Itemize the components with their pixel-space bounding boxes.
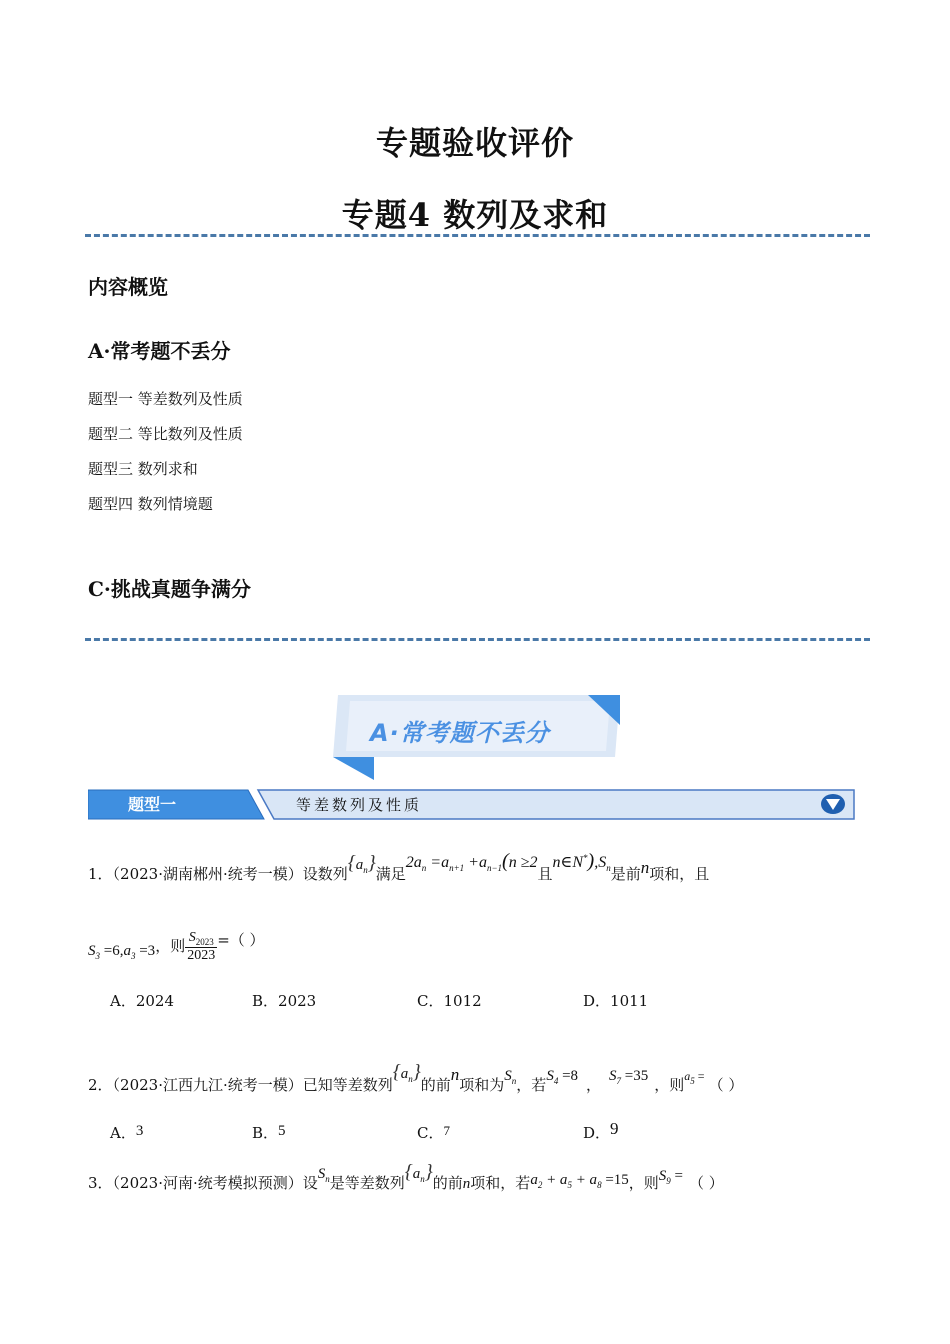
q2-text: ，则	[654, 1076, 685, 1094]
question-type-bar	[88, 789, 856, 821]
q2-seq: $\{a_n\}$	[392, 1061, 421, 1084]
q2-s7: $S_7 =35$	[609, 1068, 649, 1086]
q2-option-a[interactable]: A．3	[110, 1123, 144, 1142]
q2-a5: a5 =	[684, 1069, 705, 1086]
toc-item[interactable]: 题型二 等比数列及性质	[88, 425, 243, 443]
q1-seq: $\{a_n\}$	[347, 852, 376, 875]
question-3-line	[88, 1161, 724, 1194]
divider	[85, 638, 870, 641]
q1-text: 满足	[375, 865, 406, 883]
q2-paren: （ ）	[708, 1076, 744, 1094]
q2-option-b[interactable]: B．5	[252, 1123, 286, 1142]
q3-paren: （ ）	[689, 1174, 724, 1192]
toc-item[interactable]: 题型一 等差数列及性质	[88, 390, 243, 408]
q2-text: 项和为	[459, 1076, 505, 1094]
q3-number: 3．	[88, 1174, 113, 1192]
q2-option-c[interactable]: C．7	[417, 1123, 450, 1142]
q3-seq: $\{a_n\}$	[404, 1161, 433, 1184]
type-bar-graphic	[88, 789, 856, 821]
q1-condition: $2a_n =a_{n+1} +a_{n-1}(n \ge 2$	[405, 850, 538, 873]
q3-s9: $S_9$ =	[658, 1168, 684, 1186]
q1-text: 项和，且	[649, 865, 710, 883]
section-banner	[330, 695, 620, 780]
page-subtitle: 专题4 数列及求和	[341, 196, 609, 234]
q3-source: （2023·河南·统考模拟预测）设	[112, 1174, 318, 1192]
q1-option-b[interactable]: B．2023	[252, 992, 317, 1010]
section-a-heading[interactable]: A·常考题不丢分	[88, 339, 231, 363]
q2-option-d[interactable]: D．9	[583, 1119, 619, 1142]
q3-sum: $a_2 + a_5 + a_8 =15$	[530, 1172, 629, 1190]
q1-option-c[interactable]: C．1012	[417, 992, 482, 1010]
section-c-heading[interactable]: C·挑战真题争满分	[88, 577, 251, 601]
q3-text: 项和，若	[470, 1174, 531, 1192]
q3-text: ，则	[628, 1174, 659, 1192]
overview-heading: 内容概览	[88, 275, 168, 299]
q3-text: 是等差数列	[329, 1174, 405, 1192]
q2-n: n	[450, 1065, 460, 1084]
divider	[85, 234, 870, 237]
q3-text: 的前	[432, 1174, 463, 1192]
q3-sn: $S_n$	[317, 1166, 330, 1184]
q3-n: n	[462, 1176, 471, 1192]
q1-text: 是前	[610, 865, 641, 883]
page-title: 专题验收评价	[375, 124, 574, 162]
q2-text: ，若	[516, 1076, 547, 1094]
q2-number: 2．	[88, 1076, 113, 1094]
q2-source: （2023·江西九江·统考一模）已知等差数列	[112, 1076, 393, 1094]
question-1-line2	[88, 930, 265, 964]
q1-tail: =（ ）	[217, 931, 265, 949]
type-title: 等差数列及性质	[296, 796, 423, 814]
q1-text: 且	[537, 865, 553, 883]
q1-n: n	[640, 858, 650, 877]
q2-s4: $S_4 =8$	[546, 1068, 579, 1086]
question-1-line1	[88, 850, 710, 885]
q1-number: 1．	[88, 865, 113, 883]
q1-fraction: $\frac{S_{2023}}{2023}$	[187, 930, 216, 963]
q1-s3: $S_3 =6,a_3 =3$	[88, 943, 156, 961]
q2-comma: ，	[586, 1076, 602, 1094]
q1-option-a[interactable]: A．2024	[110, 992, 175, 1010]
banner-text: A·常考题不丢分	[370, 719, 550, 747]
expand-icon[interactable]	[820, 793, 846, 815]
q1-source: （2023·湖南郴州·统考一模）设数列	[112, 865, 348, 883]
q1-domain: $n\in N^*),S_n$	[552, 850, 611, 873]
toc-item[interactable]: 题型三 数列求和	[88, 460, 198, 478]
q1-text: ，则	[155, 937, 186, 955]
question-2-line	[88, 1061, 744, 1096]
toc-item[interactable]: 题型四 数列情境题	[88, 495, 213, 513]
q2-text: 的前	[420, 1076, 451, 1094]
type-tag: 题型一	[128, 795, 177, 814]
q2-sn: $S_n$	[504, 1068, 517, 1086]
q1-option-d[interactable]: D．1011	[583, 992, 649, 1010]
